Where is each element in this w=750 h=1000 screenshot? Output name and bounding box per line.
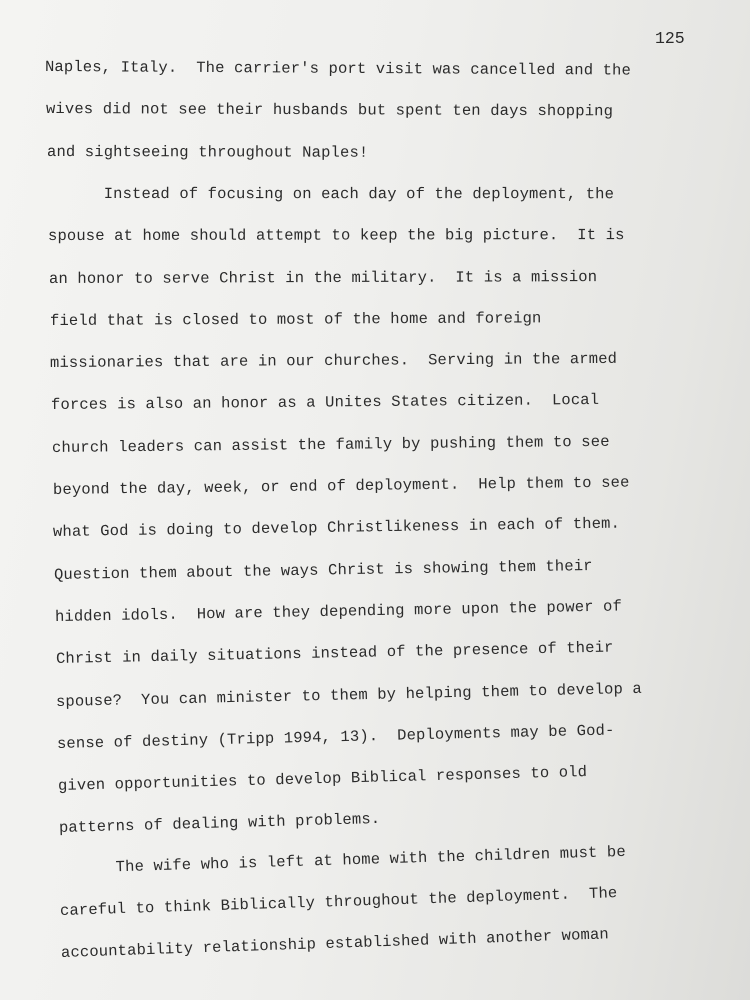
text-line: careful to think Biblically throughout the deployment. The [59, 884, 618, 920]
text-line: an honor to serve Christ in the military. It is a mission [48, 267, 598, 288]
page-number: 125 [655, 29, 685, 48]
text-line: field that is closed to most of the home and foreign [49, 309, 542, 330]
text-line: spouse at home should attempt to keep the big picture. It is [48, 226, 625, 246]
text-line: forces is also an honor as a Unites States citizen. Local [51, 391, 600, 415]
text-line: and sightseeing throughout Naples! [46, 142, 368, 162]
text-line: patterns of dealing with problems. [58, 810, 381, 838]
text-line: Instead of focusing on each day of the deployment, the [47, 184, 615, 204]
text-line: Naples, Italy. The carrier's port visit was cancelled and the [44, 58, 632, 80]
text-line: Question them about the ways Christ is showing them their [53, 556, 593, 584]
text-line: The wife who is left at home with the children must be [59, 842, 627, 878]
text-line: sense of destiny (Tripp 1994, 13). Deployments may be God- [56, 721, 615, 753]
text-line: given opportunities to develop Biblical responses to old [57, 763, 588, 796]
text-line: hidden idols. How are they depending more upon the power of [54, 597, 623, 626]
text-line: wives did not see their husbands but spent ten days shopping [45, 100, 613, 121]
text-line: spouse? You can minister to them by helping them to develop a [56, 679, 643, 711]
text-line: Christ in daily situations instead of the presence of their [55, 638, 614, 669]
text-line: beyond the day, week, or end of deployment. Help them to see [52, 473, 630, 499]
text-line: accountability relationship established with another woman [60, 925, 610, 963]
text-line: church leaders can assist the family by pushing them to see [51, 432, 610, 457]
text-line: what God is doing to develop Christlikeness in each of them. [53, 514, 621, 542]
text-line: missionaries that are in our churches. Serving in the armed [50, 349, 618, 373]
